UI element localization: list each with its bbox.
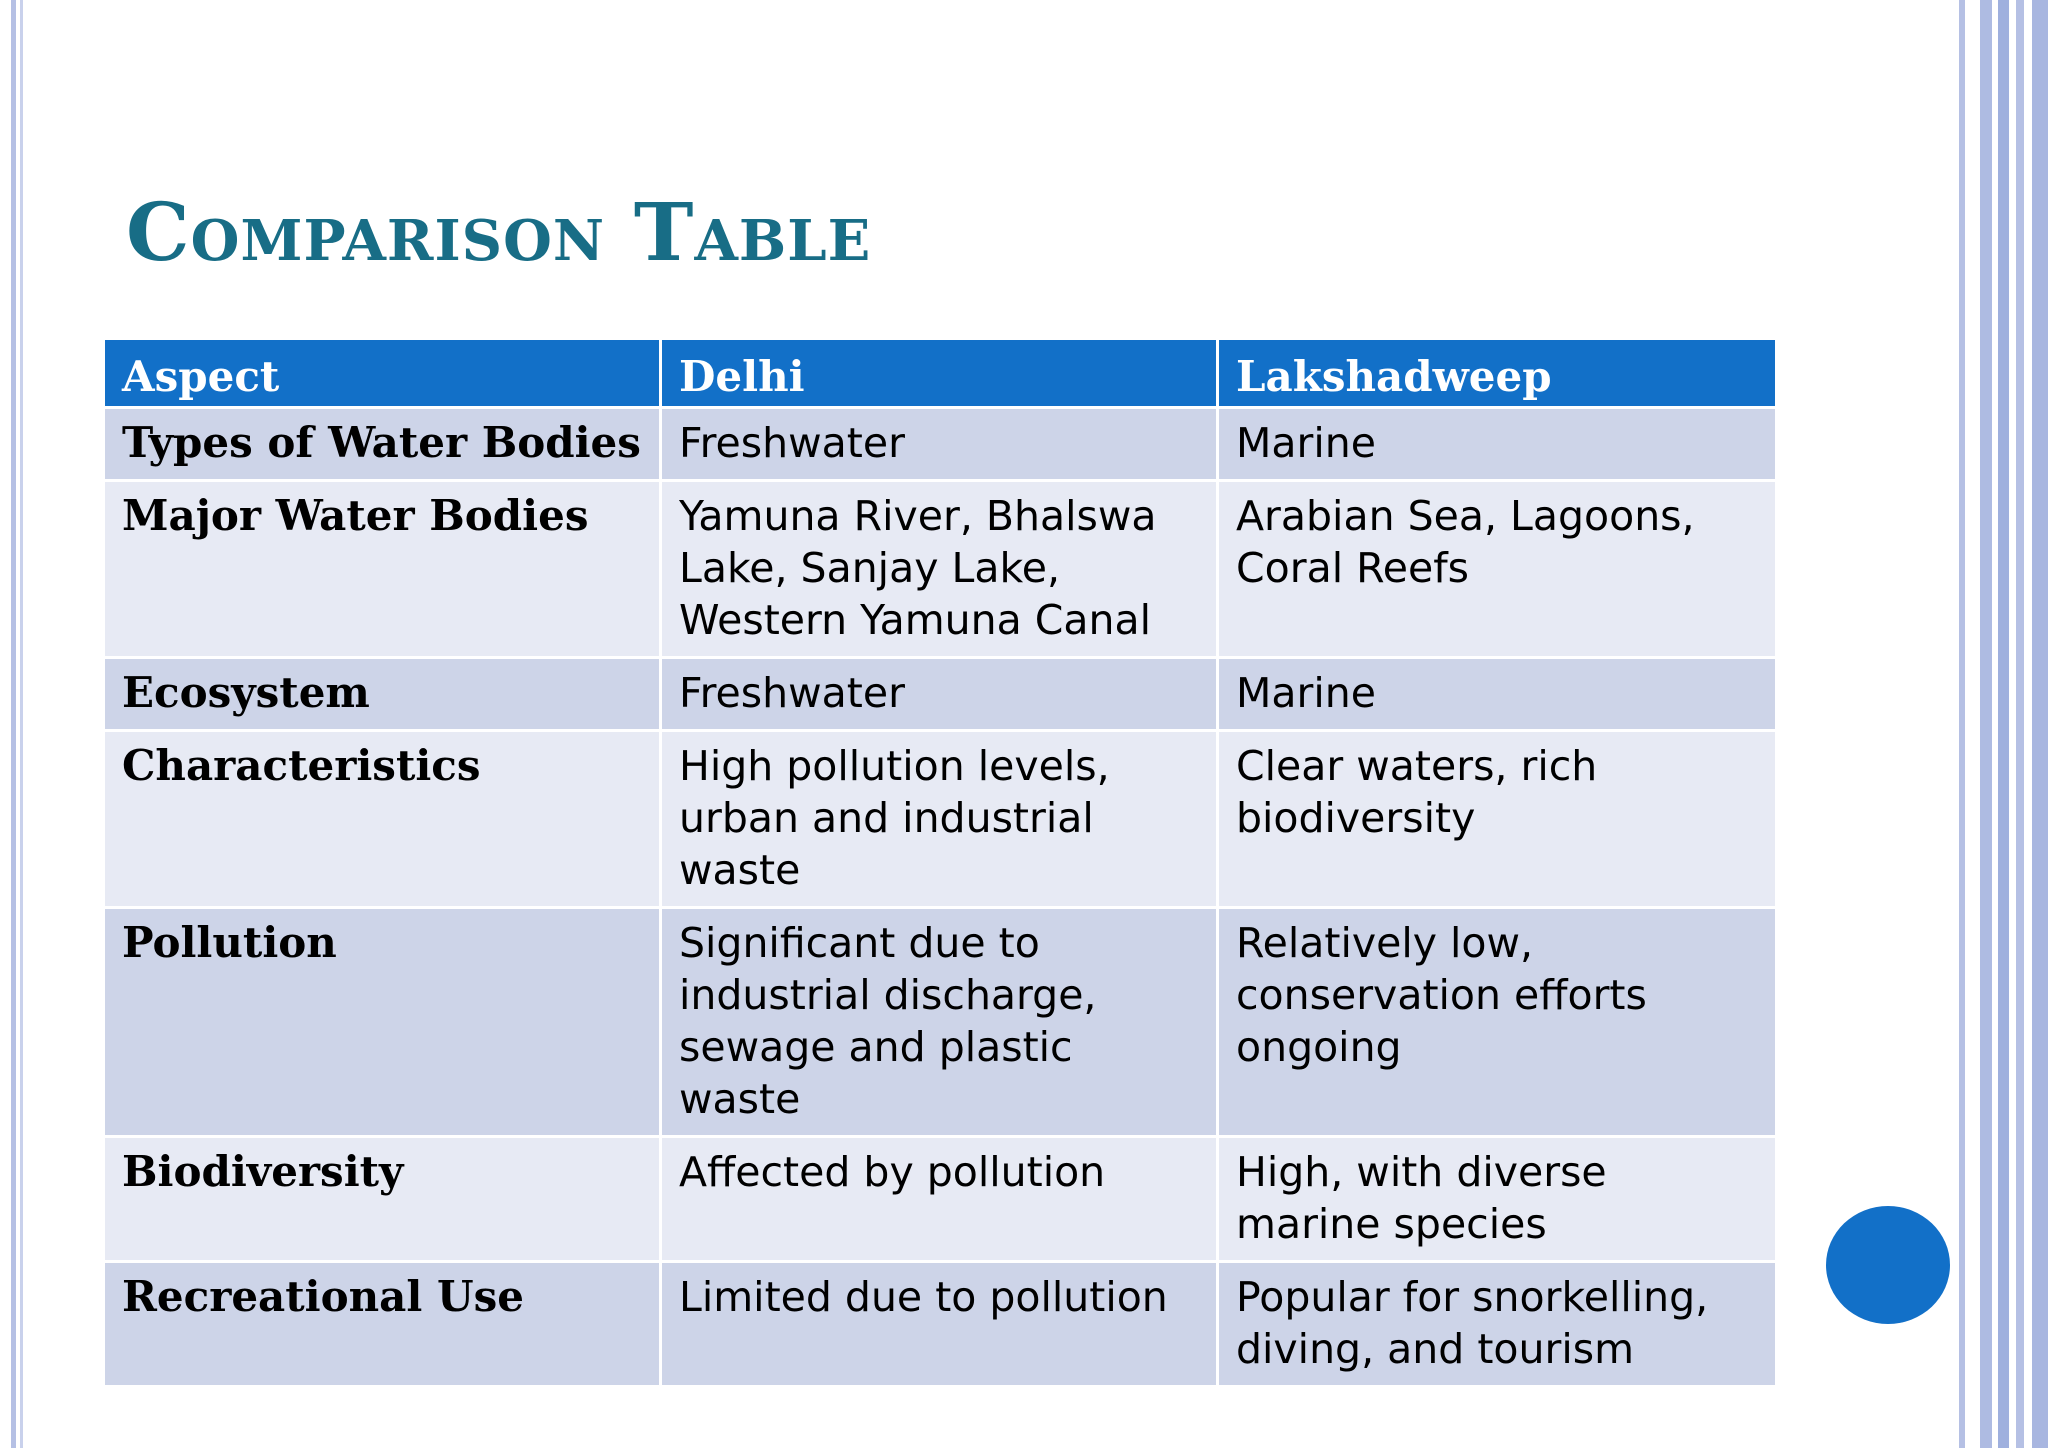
decorative-circle [1826,1206,1950,1324]
right-border-band [2032,0,2048,1448]
left-border-band [11,0,16,1448]
right-border-band [2016,0,2024,1448]
comparison-table [102,337,1778,1388]
lakshadweep-cell: Marine [1218,408,1777,481]
table-row [104,908,1777,1137]
slide-title: Comparison Table [126,185,872,279]
lakshadweep-cell: Popular for snorkelling, diving, and tourism [1218,1262,1777,1387]
table-row [104,408,1777,481]
table-row [104,658,1777,731]
right-border-band [1959,0,1965,1448]
lakshadweep-cell: Clear waters, rich biodiversity [1218,731,1777,908]
aspect-cell: Characteristics [104,731,661,908]
right-border-band [1980,0,1992,1448]
lakshadweep-cell: Marine [1218,658,1777,731]
right-border-band [1998,0,2009,1448]
column-header-aspect: Aspect [104,339,661,408]
left-border-band-thin [20,0,23,1448]
delhi-cell: Freshwater [661,408,1218,481]
aspect-cell: Biodiversity [104,1137,661,1262]
column-header-delhi: Delhi [661,339,1218,408]
aspect-cell: Types of Water Bodies [104,408,661,481]
column-header-lakshadweep: Lakshadweep [1218,339,1777,408]
delhi-cell: Limited due to pollution [661,1262,1218,1387]
table-row [104,481,1777,658]
delhi-cell: High pollution levels, urban and industrial waste [661,731,1218,908]
delhi-cell: Affected by pollution [661,1137,1218,1262]
aspect-cell: Ecosystem [104,658,661,731]
aspect-cell: Recreational Use [104,1262,661,1387]
table-row [104,1137,1777,1262]
delhi-cell: Freshwater [661,658,1218,731]
table-row [104,1262,1777,1387]
lakshadweep-cell: Arabian Sea, Lagoons, Coral Reefs [1218,481,1777,658]
delhi-cell: Yamuna River, Bhalswa Lake, Sanjay Lake, Western Yamuna Canal [661,481,1218,658]
lakshadweep-cell: High, with diverse marine species [1218,1137,1777,1262]
aspect-cell: Pollution [104,908,661,1137]
delhi-cell: Significant due to industrial discharge, sewage and plastic waste [661,908,1218,1137]
aspect-cell: Major Water Bodies [104,481,661,658]
table-row [104,731,1777,908]
lakshadweep-cell: Relatively low, conservation efforts ongoing [1218,908,1777,1137]
table-header-row [104,339,1777,408]
